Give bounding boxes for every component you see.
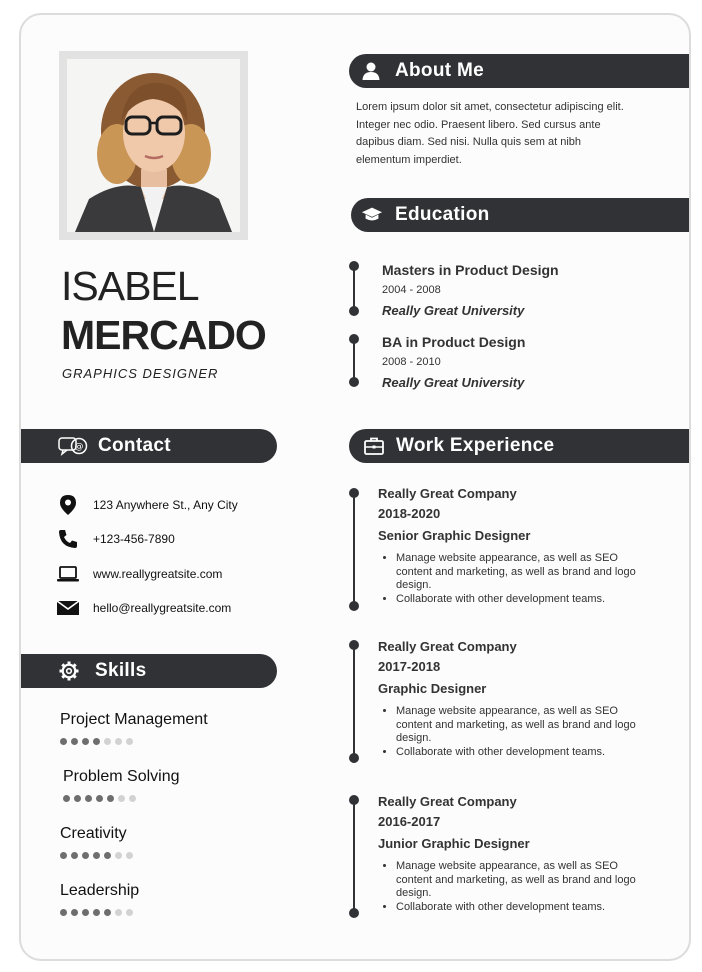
contact-website [57,562,222,586]
education-title: Education [395,204,490,225]
profile-photo-frame [59,51,248,240]
job-bullet: • Collaborate with other development teams. [396,593,648,607]
education-timeline-line [353,339,355,382]
job-bullet: • Manage website appearance, as well as SEO content and marketing, as well as brand and logo design. [396,552,648,593]
skill-dot-empty [118,795,125,802]
last-name: MERCADO [61,312,266,358]
skill-dot-filled [63,795,70,802]
skill-dot-filled [60,909,67,916]
about-header [349,54,689,88]
education-school: Really Great University [382,303,525,318]
skills-title: Skills [95,660,147,681]
skills-header [21,654,277,688]
skill-dot-filled [74,795,81,802]
skill-dot-filled [96,795,103,802]
skill-dot-empty [126,738,133,745]
skill-item [60,711,208,745]
contact-address [57,493,238,517]
job-bullet: • Manage website appearance, as well as SEO content and marketing, as well as brand and logo design. [396,860,648,901]
gear-icon [58,660,80,682]
education-years: 2008 - 2010 [382,356,441,368]
job-company: Really Great Company [378,486,517,501]
skill-level [63,795,180,802]
skill-dot-filled [60,738,67,745]
timeline-dot [349,306,359,316]
skill-dot-filled [85,795,92,802]
job-entry [378,484,648,606]
education-degree: BA in Product Design [382,334,526,350]
job-years: 2016-2017 [378,814,441,829]
skill-name: Problem Solving [63,768,180,785]
job-role: GRAPHICS DESIGNER [62,366,219,381]
skill-name: Creativity [60,825,127,842]
education-degree: Masters in Product Design [382,262,559,278]
skill-dot-filled [104,852,111,859]
about-text: Lorem ipsum dolor sit amet, consectetur adipiscing elit. Integer nec odio. Praesent libero. Sed cursus ante dapibus diam. Sed nisi. Nulla quis sem at nibh elementum imperdiet. [356,101,624,166]
timeline-dot [349,377,359,387]
job-title: Junior Graphic Designer [378,836,530,851]
about-title: About Me [395,60,484,81]
skill-dot-empty [115,909,122,916]
skill-item [60,882,139,916]
skill-name: Project Management [60,711,208,728]
skill-dot-filled [104,909,111,916]
timeline-dot [349,795,359,805]
laptop-icon [57,563,79,585]
timeline-dot [349,640,359,650]
skill-dot-empty [129,795,136,802]
user-icon [360,60,382,82]
skill-dot-empty [126,909,133,916]
education-timeline-line [353,266,355,311]
job-title: Graphic Designer [378,681,487,696]
skill-dot-filled [107,795,114,802]
phone-icon [57,528,79,550]
timeline-dot [349,334,359,344]
job-years: 2018-2020 [378,506,441,521]
skill-dot-filled [71,852,78,859]
skill-dot-filled [60,852,67,859]
briefcase-icon [363,435,385,457]
work-timeline-line [353,645,355,758]
skill-dot-filled [93,909,100,916]
job-bullet: • Manage website appearance, as well as SEO content and marketing, as well as brand and logo design. [396,705,648,746]
skill-dot-filled [93,852,100,859]
job-entry [378,792,648,914]
contact-header [21,429,277,463]
contact-phone [57,527,175,551]
timeline-dot [349,488,359,498]
resume-card [19,13,691,961]
svg-text:@: @ [74,442,84,452]
skill-dot-empty [115,738,122,745]
work-title: Work Experience [396,435,555,456]
skill-dot-filled [71,909,78,916]
skill-dot-filled [71,738,78,745]
job-bullets [378,860,648,914]
first-name: ISABEL [61,263,199,309]
skill-dot-filled [93,738,100,745]
work-timeline-line [353,493,355,606]
job-bullets [378,705,648,759]
envelope-icon [57,597,79,619]
phone-text: +123-456-7890 [93,532,175,546]
skill-item [60,825,133,859]
job-company: Really Great Company [378,794,517,809]
contact-title: Contact [98,435,171,456]
skill-item [63,768,180,802]
graduation-cap-icon [361,204,383,226]
job-bullets [378,552,648,606]
timeline-dot [349,908,359,918]
skill-level [60,852,133,859]
job-bullet: • Collaborate with other development teams. [396,746,648,760]
contact-email [57,596,231,620]
skill-dot-filled [82,852,89,859]
timeline-dot [349,261,359,271]
work-timeline-line [353,800,355,913]
timeline-dot [349,753,359,763]
skill-dot-empty [104,738,111,745]
job-bullet: • Collaborate with other development teams. [396,901,648,915]
address-text: 123 Anywhere St., Any City [93,498,238,512]
education-school: Really Great University [382,375,525,390]
email-text: hello@reallygreatsite.com [93,601,232,615]
website-text: www.reallygreatsite.com [93,567,223,581]
job-company: Really Great Company [378,639,517,654]
map-pin-icon [57,494,79,516]
skill-level [60,738,208,745]
profile-photo [67,59,240,232]
skill-dot-empty [115,852,122,859]
education-header [351,198,689,232]
skill-dot-filled [82,738,89,745]
job-entry [378,637,648,759]
job-years: 2017-2018 [378,659,441,674]
skill-name: Leadership [60,882,140,899]
job-title: Senior Graphic Designer [378,528,531,543]
chat-bubbles-icon [58,435,88,457]
timeline-dot [349,601,359,611]
skill-level [60,909,139,916]
skill-dot-empty [126,852,133,859]
work-header [349,429,689,463]
education-years: 2004 - 2008 [382,284,441,296]
skill-dot-filled [82,909,89,916]
